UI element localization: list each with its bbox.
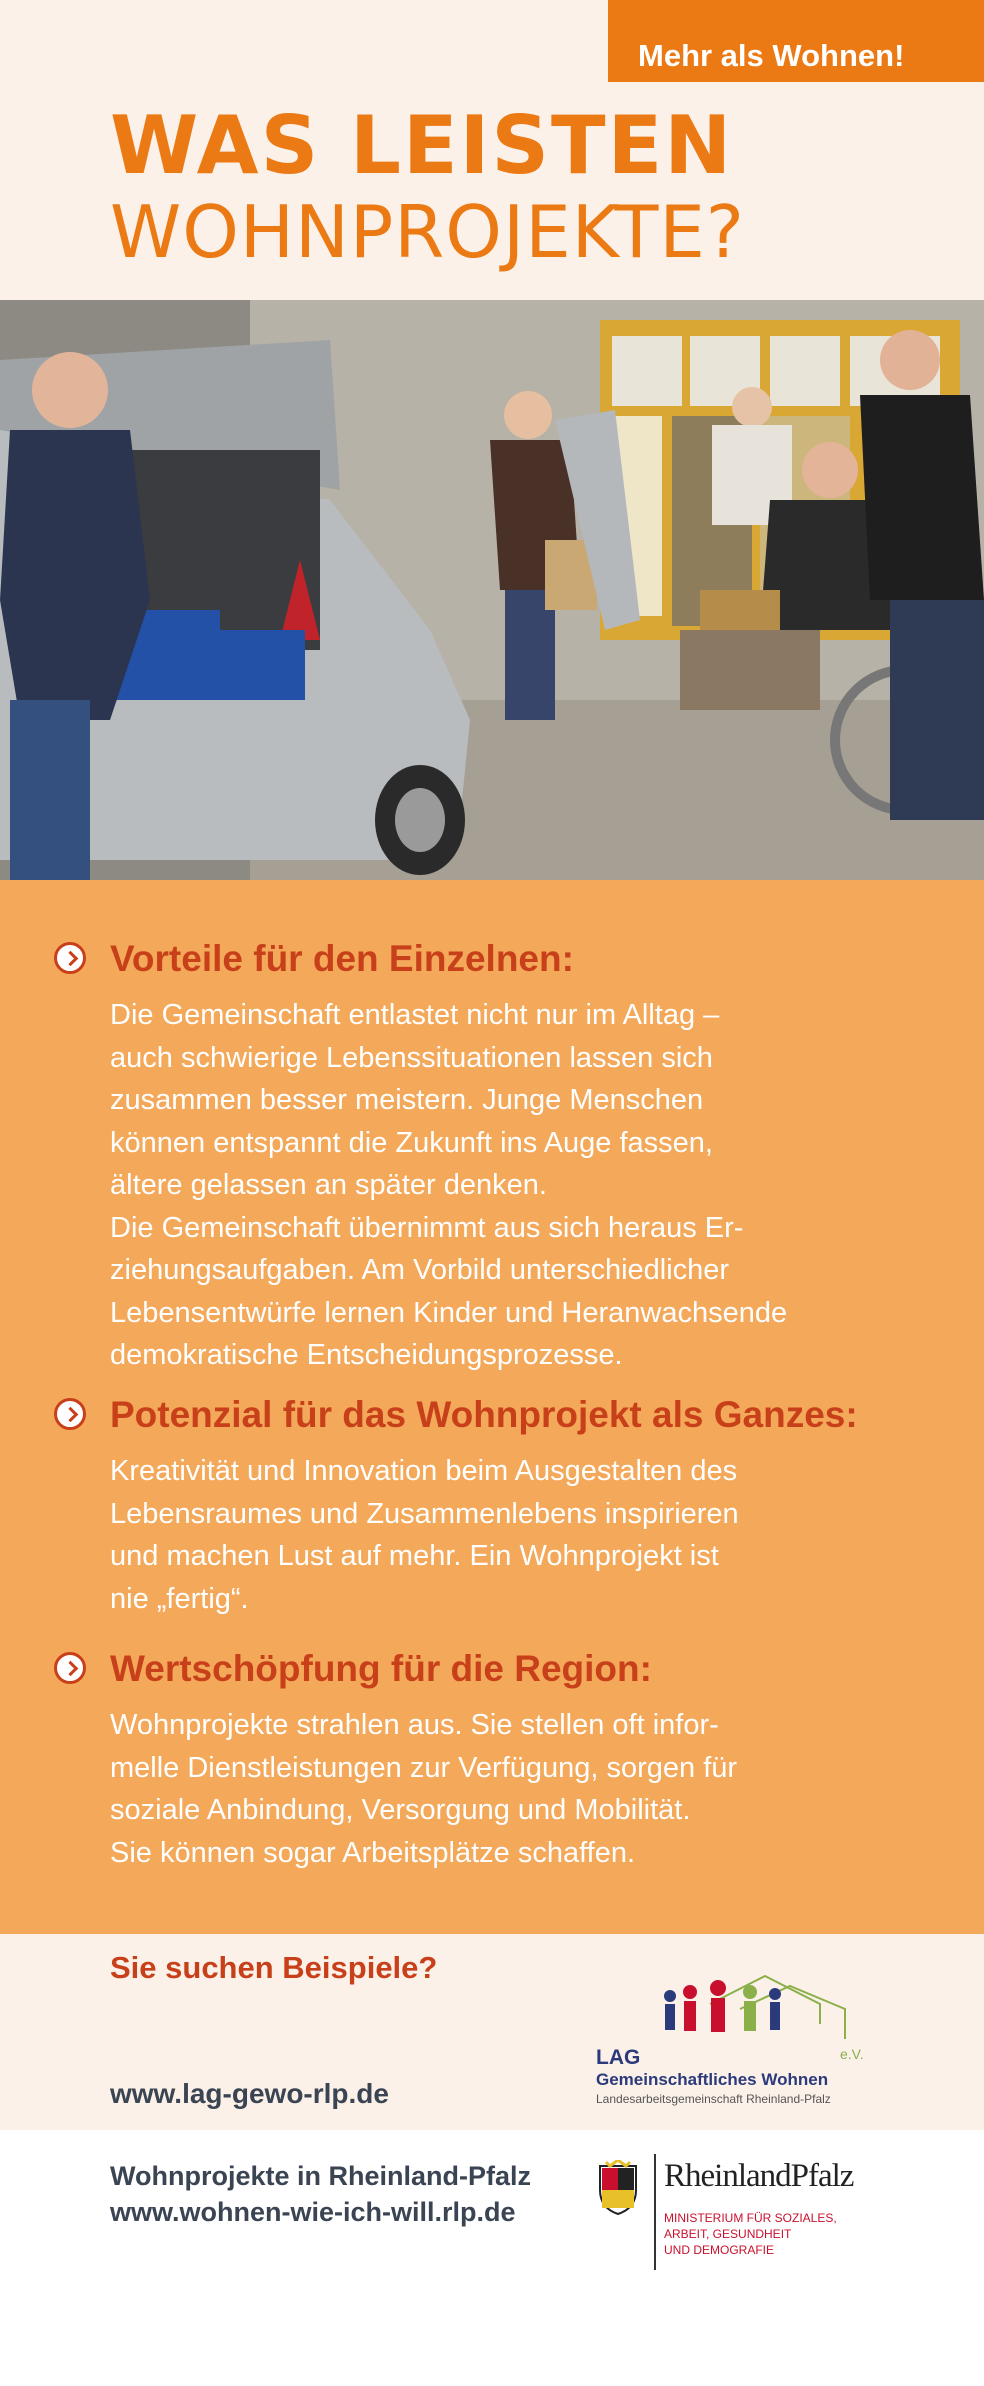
chevron-right-icon — [54, 942, 86, 974]
section-body: Kreativität und Innovation beim Ausgestalten des Lebensraumes und Zusammenlebens inspirieren und machen Lust auf mehr. Ein Wohnprojekt ist nie „fertig“. — [110, 1455, 739, 1615]
rlp-name: RheinlandPfalz — [664, 2158, 854, 2194]
people-houses-icon — [590, 1964, 880, 2044]
section-title: Vorteile für den Einzelnen: — [110, 938, 574, 979]
section-title: Wertschöpfung für die Region: — [110, 1648, 652, 1689]
lag-website-link[interactable]: www.lag-gewo-rlp.de — [110, 2078, 389, 2109]
section-individual — [54, 938, 787, 1377]
section-body: Wohnprojekte strahlen aus. Sie stellen oft infor- melle Dienstleistungen zur Verfügung, sorgen für soziale Anbindung, Versorgung und Mobilität. Sie können sogar Arbeitsplätze schaffen. — [110, 1709, 738, 1869]
page-subtitle: WOHNPROJEKTE? — [110, 190, 746, 274]
logo-divider — [654, 2154, 656, 2270]
lag-logo — [590, 1964, 880, 2114]
chevron-right-icon — [54, 1652, 86, 1684]
page-title: WAS LEISTEN — [110, 99, 734, 192]
footer-line-1: Wohnprojekte in Rheinland-Pfalz — [110, 2161, 532, 2191]
footer-website-link[interactable]: www.wohnen-wie-ich-will.rlp.de — [110, 2197, 516, 2227]
section-body: Die Gemeinschaft entlastet nicht nur im Alltag – auch schwierige Lebenssituationen lassen sich zusammen besser meistern. Junge Menschen können entspannt die Zukunft ins Auge fassen, ältere gelassen an später denken. Die Gemeinschaft übernimmt aus sich heraus Er- ziehungsaufgaben. Am Vorbild unterschiedlicher Lebensentwürfe lernen Kinder und Heranwachsende demokratische Entscheidungsprozesse. — [110, 999, 788, 1371]
hero-photo — [0, 300, 984, 880]
rlp-ministry-logo — [592, 2150, 892, 2280]
coat-of-arms-icon — [596, 2160, 640, 2216]
tag-banner — [608, 0, 984, 82]
tag-text: Mehr als Wohnen! — [638, 38, 905, 73]
lag-title: LAG — [596, 2046, 641, 2069]
lag-subtitle: Gemeinschaftliches Wohnen — [596, 2070, 829, 2089]
lag-org: Landesarbeitsgemeinschaft Rheinland-Pfalz — [596, 2092, 831, 2106]
section-title: Potenzial für das Wohnprojekt als Ganzes: — [110, 1394, 858, 1435]
section-region — [54, 1648, 737, 1874]
footer-text — [110, 2158, 531, 2230]
examples-heading: Sie suchen Beispiele? — [110, 1950, 438, 1985]
content-panel — [0, 880, 984, 1934]
chevron-right-icon — [54, 1398, 86, 1430]
ministry-name: MINISTERIUM FÜR SOZIALES, ARBEIT, GESUNDHEIT UND DEMOGRAFIE — [664, 2211, 837, 2257]
lag-ev: e.V. — [840, 2046, 864, 2062]
section-project — [54, 1394, 858, 1620]
